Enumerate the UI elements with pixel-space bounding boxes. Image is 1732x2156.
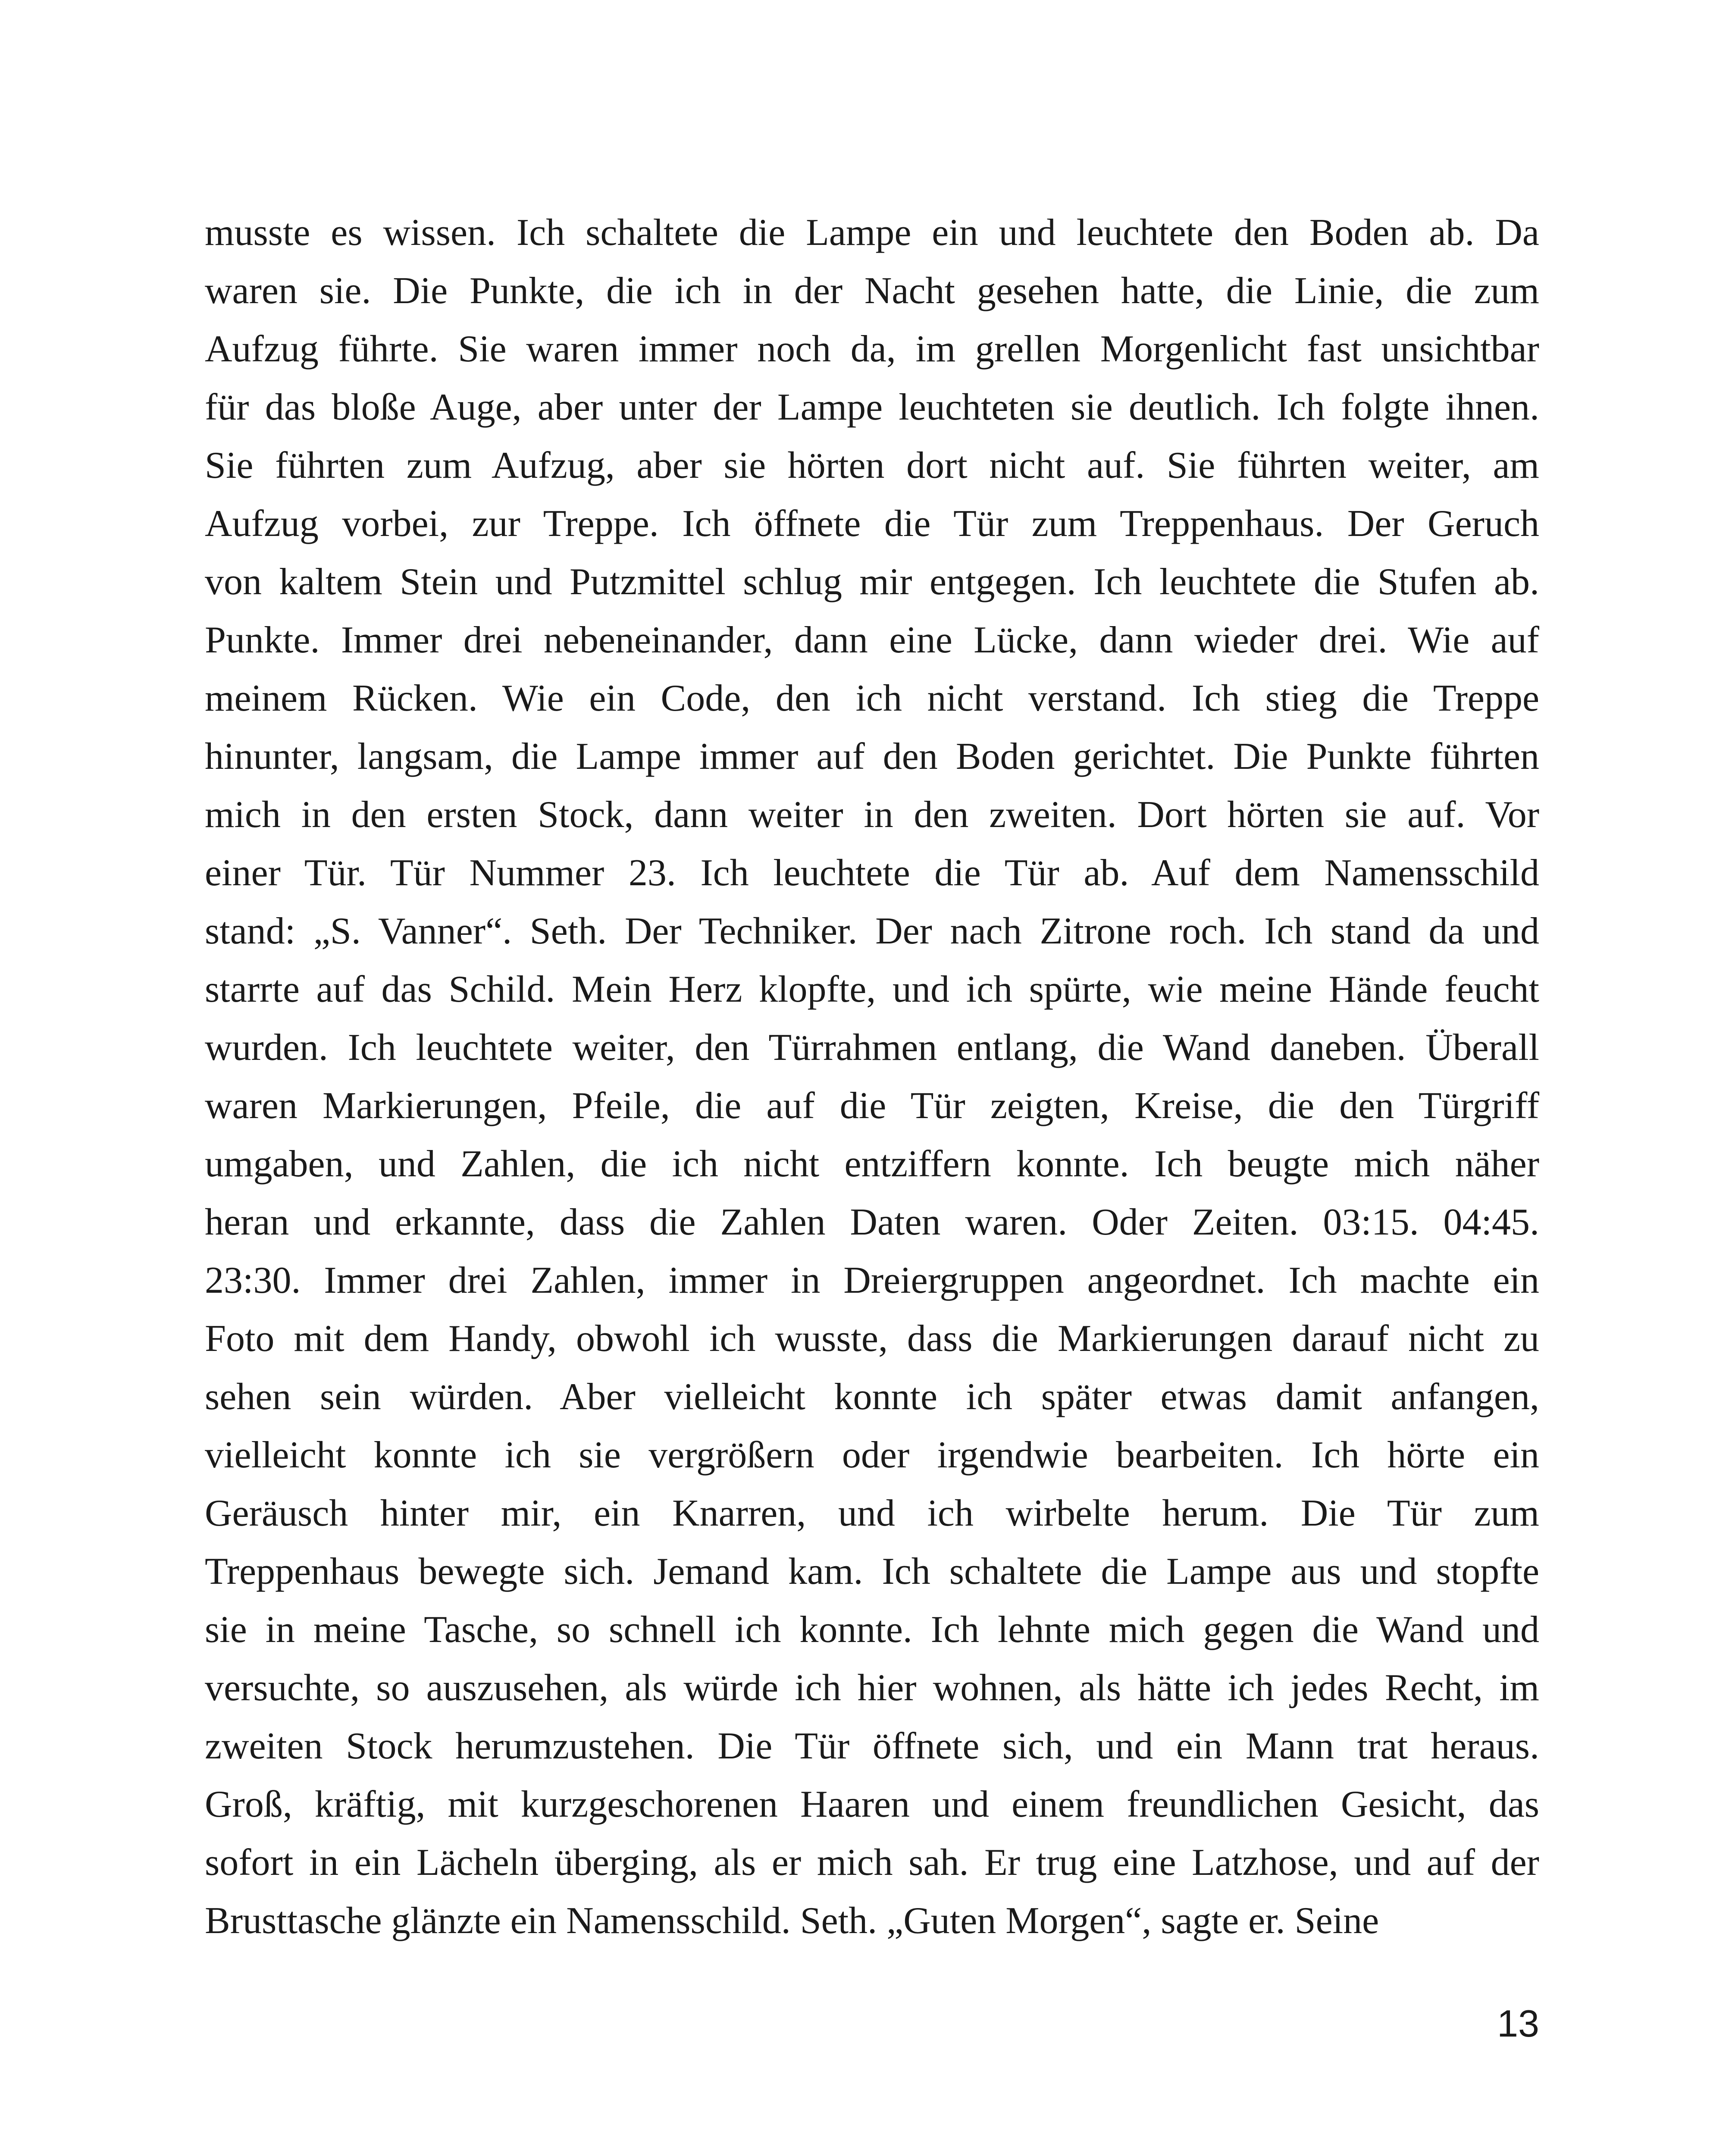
text-line: für das bloße Auge, aber unter der Lampe leuchteten sie deutlich. Ich folgte ihnen. — [205, 386, 1539, 428]
text-line: mich in den ersten Stock, dann weiter in den zweiten. Dort hörten sie auf. Vor — [205, 794, 1539, 836]
text-line: musste es wissen. Ich schaltete die Lampe ein und leuchtete den Boden ab. Da — [205, 212, 1539, 254]
text-line: Foto mit dem Handy, obwohl ich wusste, dass die Markierungen darauf nicht zu — [205, 1318, 1539, 1360]
text-line: Aufzug vorbei, zur Treppe. Ich öffnete die Tür zum Treppenhaus. Der Geruch — [205, 503, 1539, 545]
text-line: Punkte. Immer drei nebeneinander, dann eine Lücke, dann wieder drei. Wie auf — [205, 619, 1539, 661]
page-number: 13 — [1497, 2002, 1539, 2045]
text-line: waren sie. Die Punkte, die ich in der Nacht gesehen hatte, die Linie, die zum — [205, 270, 1539, 312]
text-line: Groß, kräftig, mit kurzgeschorenen Haaren und einem freundlichen Gesicht, das — [205, 1783, 1539, 1825]
text-line: vielleicht konnte ich sie vergrößern oder irgendwie bearbeiten. Ich hörte ein — [205, 1434, 1539, 1476]
text-line: heran und erkannte, dass die Zahlen Daten waren. Oder Zeiten. 03:15. 04:45. — [205, 1201, 1539, 1243]
text-line: sehen sein würden. Aber vielleicht konnte ich später etwas damit anfangen, — [205, 1376, 1539, 1418]
body-text — [205, 204, 1539, 1950]
text-line: zweiten Stock herumzustehen. Die Tür öffnete sich, und ein Mann trat heraus. — [205, 1725, 1539, 1767]
text-line: Sie führten zum Aufzug, aber sie hörten dort nicht auf. Sie führten weiter, am — [205, 445, 1539, 486]
text-line: Brusttasche glänzte ein Namensschild. Seth. „Guten Morgen“, sagte er. Seine — [205, 1900, 1379, 1942]
text-line: von kaltem Stein und Putzmittel schlug mir entgegen. Ich leuchtete die Stufen ab. — [205, 561, 1539, 603]
text-line: stand: „S. Vanner“. Seth. Der Techniker. Der nach Zitrone roch. Ich stand da und — [205, 910, 1539, 952]
text-line: meinem Rücken. Wie ein Code, den ich nicht verstand. Ich stieg die Treppe — [205, 677, 1539, 719]
text-line: waren Markierungen, Pfeile, die auf die Tür zeigten, Kreise, die den Türgriff — [205, 1085, 1539, 1127]
text-line: starrte auf das Schild. Mein Herz klopfte, und ich spürte, wie meine Hände feucht — [205, 968, 1539, 1010]
text-line: sie in meine Tasche, so schnell ich konnte. Ich lehnte mich gegen die Wand und — [205, 1609, 1539, 1651]
text-line: 23:30. Immer drei Zahlen, immer in Dreiergruppen angeordnet. Ich machte ein — [205, 1260, 1539, 1301]
text-line: sofort in ein Lächeln überging, als er mich sah. Er trug eine Latzhose, und auf der — [205, 1842, 1539, 1883]
text-line: versuchte, so auszusehen, als würde ich hier wohnen, als hätte ich jedes Recht, im — [205, 1667, 1539, 1709]
text-line: Treppenhaus bewegte sich. Jemand kam. Ich schaltete die Lampe aus und stopfte — [205, 1551, 1539, 1592]
text-line: Geräusch hinter mir, ein Knarren, und ich wirbelte herum. Die Tür zum — [205, 1492, 1539, 1534]
text-line: einer Tür. Tür Nummer 23. Ich leuchtete die Tür ab. Auf dem Namensschild — [205, 852, 1539, 894]
text-line: Aufzug führte. Sie waren immer noch da, im grellen Morgenlicht fast unsichtbar — [205, 328, 1539, 370]
text-line: wurden. Ich leuchtete weiter, den Türrahmen entlang, die Wand daneben. Überall — [205, 1027, 1539, 1069]
text-line: umgaben, und Zahlen, die ich nicht entziffern konnte. Ich beugte mich näher — [205, 1143, 1539, 1185]
text-line: hinunter, langsam, die Lampe immer auf den Boden gerichtet. Die Punkte führten — [205, 736, 1539, 777]
